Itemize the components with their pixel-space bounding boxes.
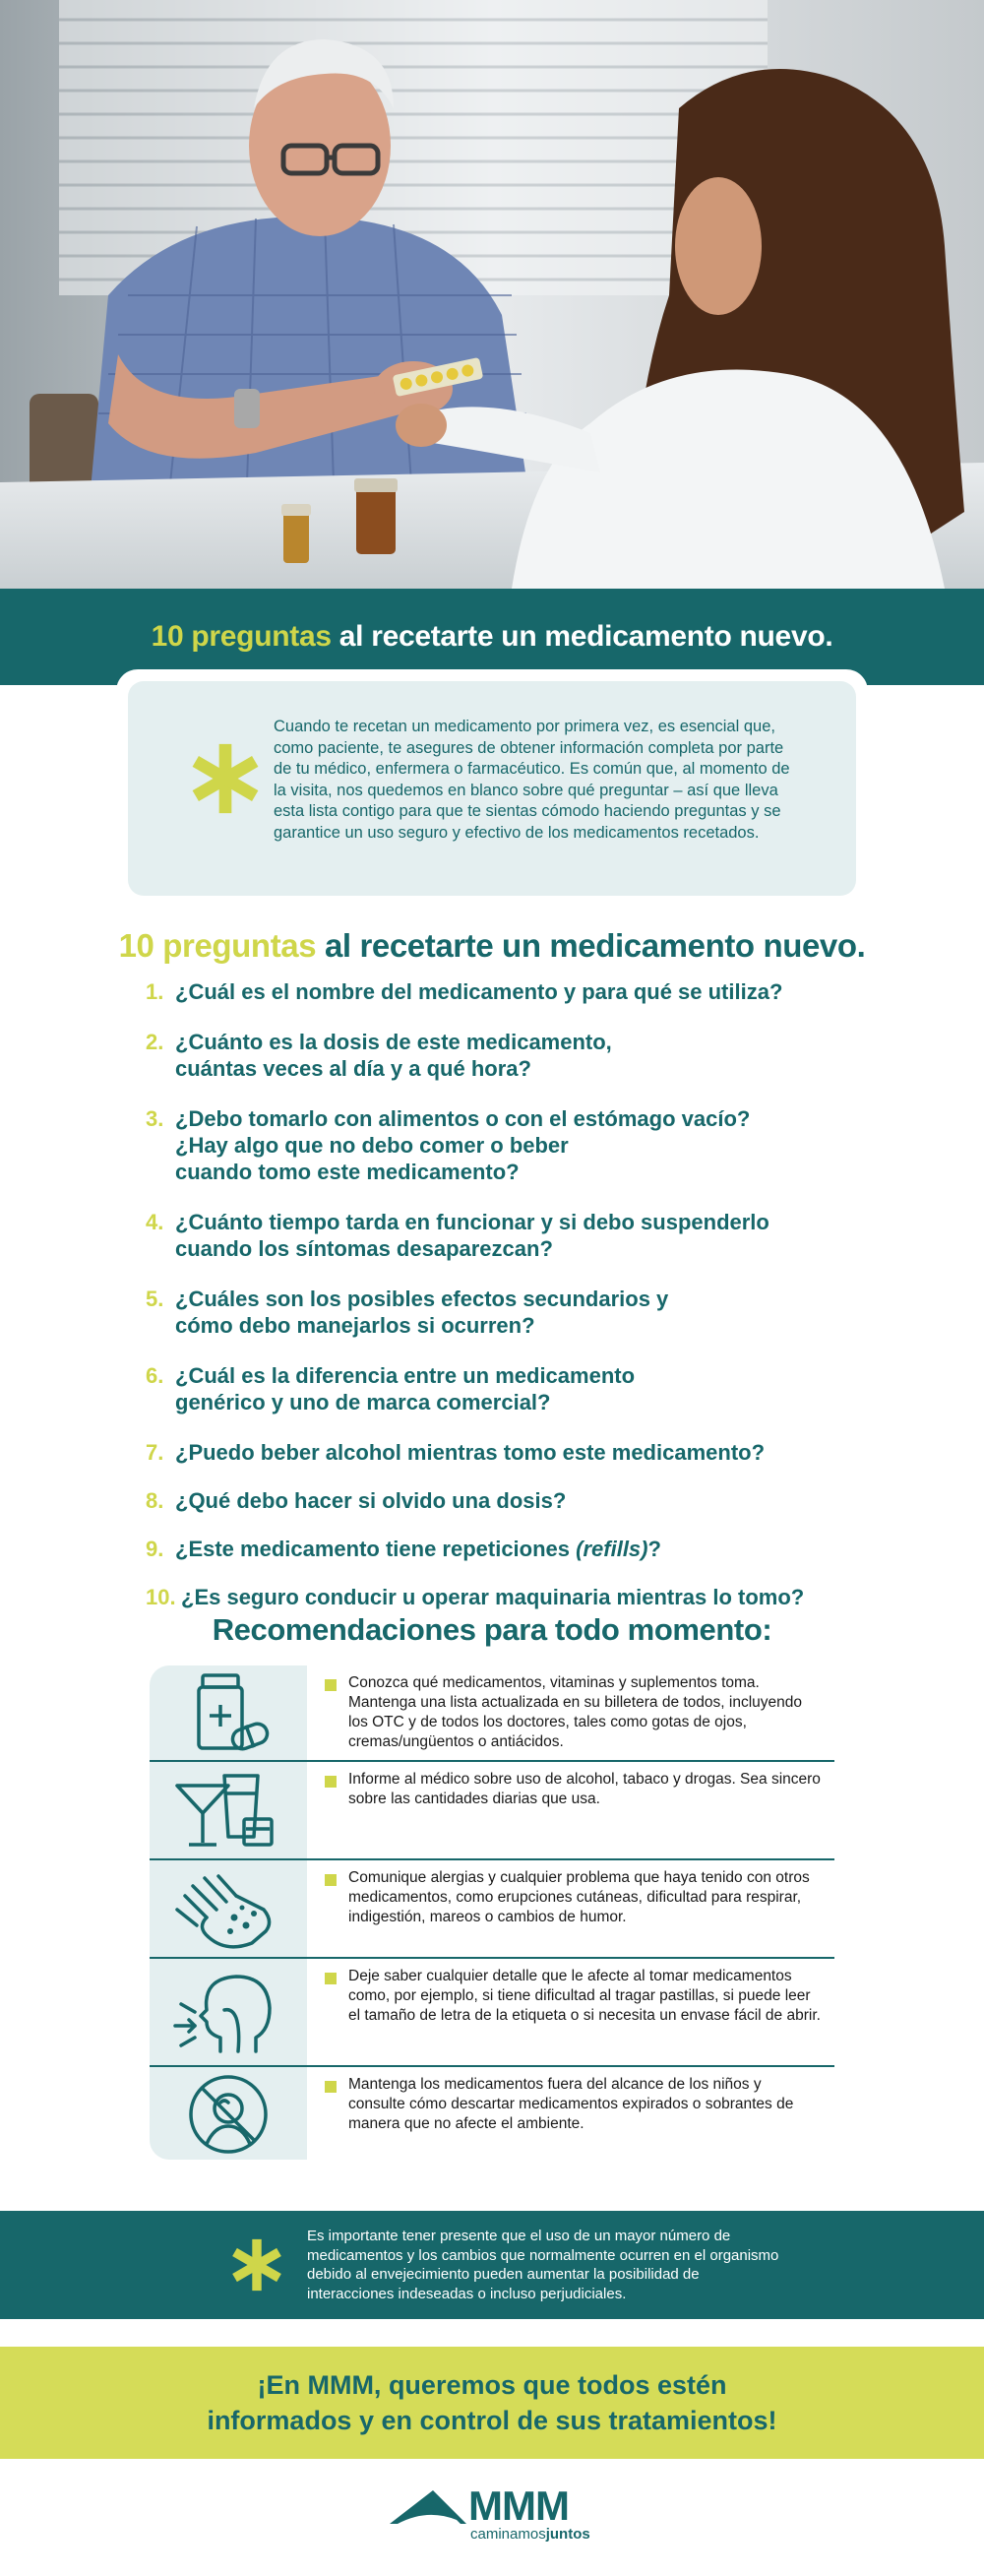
swallow-head-icon — [167, 1969, 289, 2057]
recommendation-text: Mantenga los medicamentos fuera del alcance de los niños y consulte cómo descartar medicamentos expirados o sobrantes de manera que no afecte el ambiente. — [348, 2076, 794, 2132]
question-number: 10. — [146, 1585, 176, 1609]
recommendation-row — [150, 1762, 834, 1860]
question-line: cuando los síntomas desaparezcan? — [175, 1236, 553, 1261]
note-text: Es importante tener presente que el uso de un mayor número de medicamentos y los cambios que normalmente ocurren en el organismo debido al envejecimiento pueden aumentar la posibilidad de interacciones indeseadas o incluso perjudiciales. — [307, 2228, 779, 2302]
recommendation-text: Comunique alergias y cualquier problema que haya tenido con otros medicamentos, como erupciones cutáneas, dificultad para respirar, indigestión, mareos o cambios de humor. — [348, 1869, 810, 1925]
page-title-accent: 10 preguntas — [151, 620, 332, 653]
questions-title-accent: 10 preguntas — [118, 927, 317, 964]
question-text: ¿Cuál es el nombre del medicamento y para qué se utiliza? — [175, 979, 783, 1004]
question-item — [146, 1029, 893, 1082]
question-text: ¿Puedo beber alcohol mientras tomo este medicamento? — [175, 1440, 766, 1465]
page-title-rest: al recetarte un medicamento nuevo. — [331, 620, 833, 653]
question-number: 2. — [146, 1030, 164, 1054]
logo-tagline — [470, 2526, 590, 2544]
question-item — [146, 978, 893, 1005]
question-line: cuando tomo este medicamento? — [175, 1160, 520, 1184]
hero-photo — [0, 0, 984, 589]
recommendation-row — [150, 1665, 834, 1762]
question-text — [175, 1029, 612, 1082]
question-line: ¿Cuáles son los posibles efectos secundarios y — [175, 1287, 669, 1311]
recommendations-title: Recomendaciones para todo momento: — [212, 1612, 772, 1647]
intro-panel — [128, 681, 856, 896]
question-number: 5. — [146, 1287, 164, 1311]
mountain-logo-icon — [388, 2486, 468, 2526]
hero-illustration — [0, 0, 984, 589]
question-number: 6. — [146, 1363, 164, 1388]
recommendation-row — [150, 2067, 834, 2160]
questions-title — [0, 927, 984, 965]
question-item — [146, 1487, 893, 1514]
question-item — [146, 1105, 893, 1185]
question-text: ¿Es seguro conducir u operar maquinaria mientras lo tomo? — [181, 1585, 805, 1609]
question-number: 8. — [146, 1488, 164, 1513]
recommendation-bullet — [325, 2081, 337, 2093]
question-em: (refills) — [576, 1537, 648, 1561]
recommendation-row — [150, 1860, 834, 1959]
asterisk-icon — [187, 740, 264, 817]
recommendation-text: Deje saber cualquier detalle que le afecte al tomar medicamentos como, por ejemplo, si tiene dificultad al tragar pastillas, si puede leer el tamaño de letra de la etiqueta o si necesita un envase fácil de abrir. — [348, 1968, 821, 2024]
recommendation-bullet — [325, 1874, 337, 1886]
page-title — [152, 620, 833, 654]
logo-tagline-regular: caminamos — [470, 2526, 546, 2543]
question-line: ¿Cuánto tiempo tarda en funcionar y si debo suspenderlo — [175, 1210, 769, 1234]
question-line-end: ? — [647, 1537, 661, 1561]
mmm-logo — [388, 2482, 604, 2551]
question-item — [146, 1286, 893, 1339]
question-number: 7. — [146, 1440, 164, 1465]
question-line: ¿Cuál es la diferencia entre un medicamento — [175, 1363, 636, 1388]
logo-brand: MMM — [468, 2482, 569, 2529]
question-line: genérico y uno de marca comercial? — [175, 1390, 551, 1414]
question-item — [146, 1362, 893, 1415]
no-children-icon — [167, 2069, 289, 2158]
question-text — [175, 1209, 769, 1262]
intro-card — [116, 669, 868, 906]
question-item — [146, 1584, 893, 1610]
question-text — [175, 1286, 668, 1339]
questions-title-rest: al recetarte un medicamento nuevo. — [316, 927, 866, 964]
question-item — [146, 1536, 893, 1562]
intro-text: Cuando te recetan un medicamento por primera vez, es esencial que, como paciente, te asegures de obtener información completa por parte de tu médico, enfermera o farmacéutico. Es común que, al momento de la visita, nos quedemos en blanco sobre qué preguntar – así que lleva esta lista contigo para que te sientas cómodo haciendo preguntas y se garantice un uso seguro y efectivo de los medicamentos recetados. — [274, 718, 790, 842]
question-line: ¿Este medicamento tiene repeticiones — [175, 1537, 577, 1561]
note-band — [0, 2211, 984, 2319]
question-text — [175, 1362, 635, 1415]
question-line: ¿Debo tomarlo con alimentos o con el estómago vacío? — [175, 1106, 751, 1131]
closing-text — [207, 2367, 776, 2438]
question-number: 9. — [146, 1537, 164, 1561]
recommendation-bullet — [325, 1679, 337, 1691]
recommendation-row — [150, 1959, 834, 2067]
asterisk-icon — [228, 2236, 285, 2293]
question-line: ¿Hay algo que no debo comer o beber — [175, 1133, 569, 1158]
recommendation-bullet — [325, 1973, 337, 1984]
drinks-icon — [167, 1768, 289, 1856]
logo-tagline-bold: juntos — [545, 2526, 590, 2543]
closing-line: ¡En MMM, queremos que todos estén — [257, 2370, 727, 2400]
question-text — [175, 1105, 750, 1185]
question-line: cuántas veces al día y a qué hora? — [175, 1056, 531, 1081]
question-text: ¿Qué debo hacer si olvido una dosis? — [175, 1488, 567, 1513]
closing-line: informados y en control de sus tratamientos! — [207, 2406, 777, 2435]
question-item — [146, 1209, 893, 1262]
question-line: cómo debo manejarlos si ocurren? — [175, 1313, 535, 1338]
medicine-bottle-icon — [167, 1669, 289, 1758]
question-line: ¿Cuánto es la dosis de este medicamento, — [175, 1030, 612, 1054]
question-number: 4. — [146, 1210, 164, 1234]
recommendation-bullet — [325, 1776, 337, 1788]
question-item — [146, 1439, 893, 1466]
recommendation-text: Informe al médico sobre uso de alcohol, tabaco y drogas. Sea sincero sobre las cantidades diarias que usa. — [348, 1771, 821, 1807]
question-number: 3. — [146, 1106, 164, 1131]
closing-band — [0, 2347, 984, 2459]
recommendation-text: Conozca qué medicamentos, vitaminas y suplementos toma. Mantenga una lista actualizada en su billetera de todos, incluyendo los OTC y de todos los doctores, tales como gotas de ojos, cremas/ungüentos o antiácidos. — [348, 1674, 803, 1750]
question-number: 1. — [146, 979, 164, 1004]
question-text — [175, 1536, 661, 1562]
questions-list — [146, 978, 893, 1610]
allergy-hand-icon — [167, 1866, 289, 1955]
